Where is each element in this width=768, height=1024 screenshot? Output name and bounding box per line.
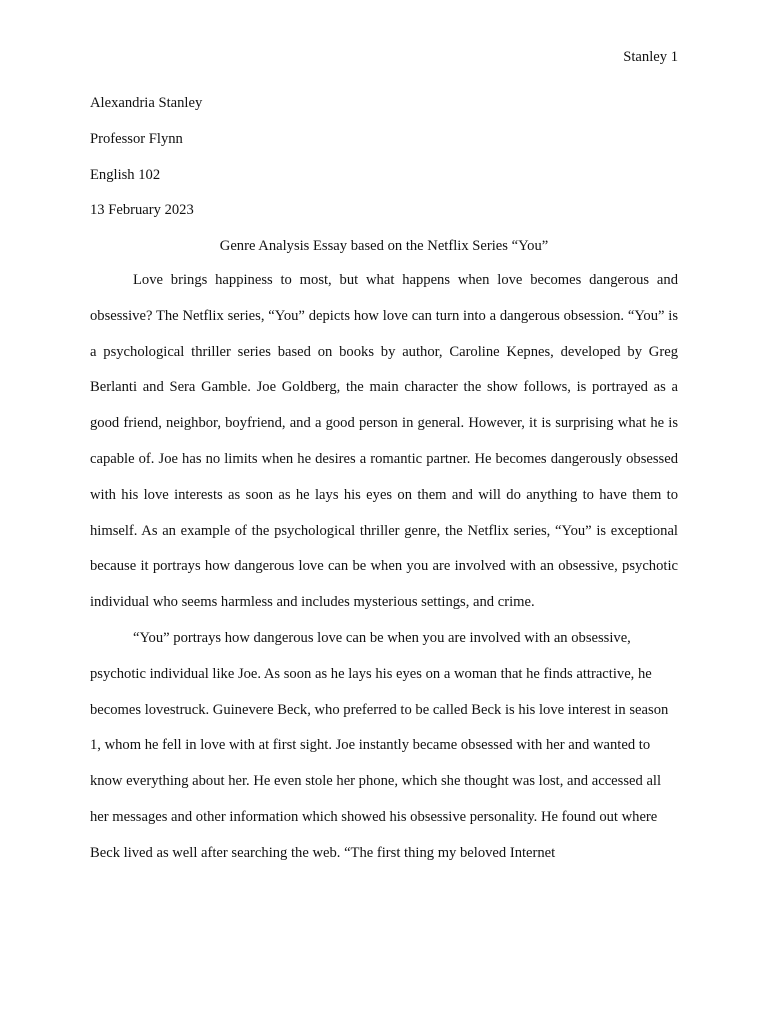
essay-date: 13 February 2023: [90, 202, 194, 219]
running-head: Stanley 1: [623, 49, 678, 65]
professor-name: Professor Flynn: [90, 130, 183, 147]
essay-body: [90, 263, 678, 872]
course-name: English 102: [90, 166, 161, 183]
paragraph-1: Love brings happiness to most, but what happens when love becomes dangerous and obsessive? The Netflix series, “You” depicts how love can turn into a dangerous obsession. “You” is a psychological thriller series based on books by author, Caroline Kepnes, developed by Greg Berlanti and Sera Gamble. Joe Goldberg, the main character the show follows, is portrayed as a good friend, neighbor, boyfriend, and a good person in general. However, it is surprising what he is capable of. Joe has no limits when he desires a romantic partner. He becomes dangerously obsessed with his love interests as soon as he lays his eyes on them and will do anything to have them to himself. As an example of the psychological thriller genre, the Netflix series, “You” is exceptional because it portrays how dangerous love can be when you are involved with an obsessive, psychotic individual who seems harmless and includes mysterious settings, and crime.: [90, 272, 678, 611]
student-name: Alexandria Stanley: [90, 95, 203, 111]
mla-heading: [90, 92, 678, 235]
paragraph-2: “You” portrays how dangerous love can be when you are involved with an obsessive, psychotic individual like Joe. As soon as he lays his eyes on a woman that he finds attractive, he becomes lovestruck. Guinevere Beck, who preferred to be called Beck is his love interest in season 1, whom he fell in love with at first sight. Joe instantly became obsessed with her and wanted to know everything about her. He even stole her phone, which she thought was lost, and accessed all her messages and other information which showed his obsessive personality. He found out where Beck lived as well after searching the web. “The first thing my beloved Internet: [90, 629, 669, 861]
essay-title: Genre Analysis Essay based on the Netflix Series “You”: [219, 238, 549, 254]
